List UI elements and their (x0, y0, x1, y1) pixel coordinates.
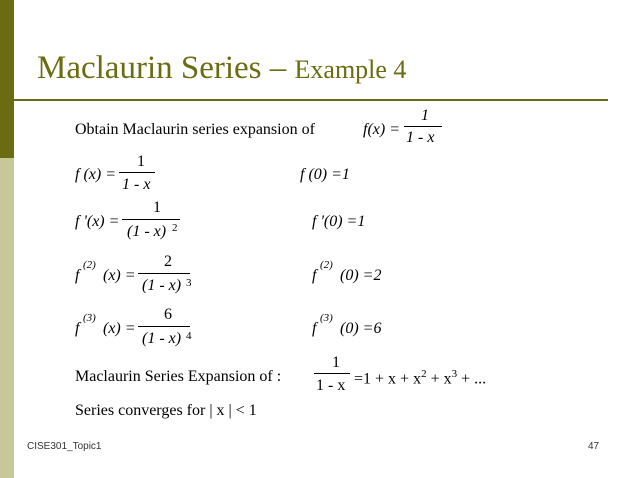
row3-fraction-bar (138, 326, 190, 327)
expansion-denominator: 1 - x (316, 377, 346, 394)
expansion-power-2: 2 (421, 368, 427, 380)
row1-power: 2 (172, 222, 178, 234)
row2-lhs: f (75, 267, 80, 284)
intro-function: f(x) = (363, 121, 400, 138)
row3-order: (3) (83, 312, 96, 324)
row2-arg: (x) = (103, 267, 136, 284)
row2-denominator: (1 - x) (142, 277, 182, 294)
expansion-series-end: + ... (457, 370, 487, 388)
expansion-numerator: 1 (332, 354, 340, 371)
row3-numerator: 6 (164, 306, 172, 323)
slide-title-main: Maclaurin Series – (37, 50, 295, 86)
footer-course-label: CISE301_Topic1 (27, 441, 102, 452)
left-accent-bar-light (0, 158, 14, 478)
row1-numerator: 1 (153, 199, 161, 216)
row1-fraction-bar (122, 219, 180, 220)
intro-denominator: 1 - x (406, 129, 435, 146)
row2-fraction-bar (138, 273, 190, 274)
slide-title-sub: Example 4 (294, 55, 407, 84)
left-accent-bar-dark (0, 0, 14, 158)
row3-arg: (x) = (103, 320, 136, 337)
row3-lhs: f (75, 320, 80, 337)
footer-page-number: 47 (588, 441, 600, 452)
row0-denominator: 1 - x (122, 176, 151, 193)
row3-rhs-value: (0) =6 (340, 320, 382, 337)
convergence-statement: Series converges for | x | < 1 (75, 402, 257, 419)
row3-denominator: (1 - x) (142, 330, 182, 347)
row1-denominator: (1 - x) (127, 223, 167, 240)
row3-power: 4 (186, 330, 192, 342)
row2-rhs-order: (2) (320, 259, 333, 271)
expansion-series (354, 369, 486, 387)
row0-numerator: 1 (137, 153, 145, 170)
row2-rhs-f: f (312, 267, 317, 284)
row1-lhs: f '(x) = (75, 213, 120, 230)
row3-rhs-f: f (312, 320, 317, 337)
intro-text: Obtain Maclaurin series expansion of (75, 121, 315, 138)
expansion-series-mid: + x (426, 370, 452, 388)
expansion-power-3: 3 (451, 368, 458, 380)
intro-fraction-bar (404, 126, 442, 127)
expansion-label: Maclaurin Series Expansion of : (75, 368, 282, 385)
expansion-fraction-bar (314, 373, 350, 374)
row2-numerator: 2 (164, 253, 172, 270)
row2-order: (2) (83, 259, 96, 271)
row2-power: 3 (186, 277, 192, 289)
row3-rhs-order: (3) (320, 312, 333, 324)
intro-numerator: 1 (421, 107, 429, 124)
expansion-series-start: =1 + x + x (354, 370, 422, 388)
row0-rhs: f (0) =1 (300, 166, 350, 183)
row2-rhs-value: (0) =2 (340, 267, 382, 284)
row0-fraction-bar (119, 172, 155, 173)
slide-title (37, 52, 406, 85)
row0-lhs: f (x) = (75, 166, 116, 183)
title-underline (14, 99, 608, 101)
row1-rhs: f '(0) =1 (312, 213, 366, 230)
